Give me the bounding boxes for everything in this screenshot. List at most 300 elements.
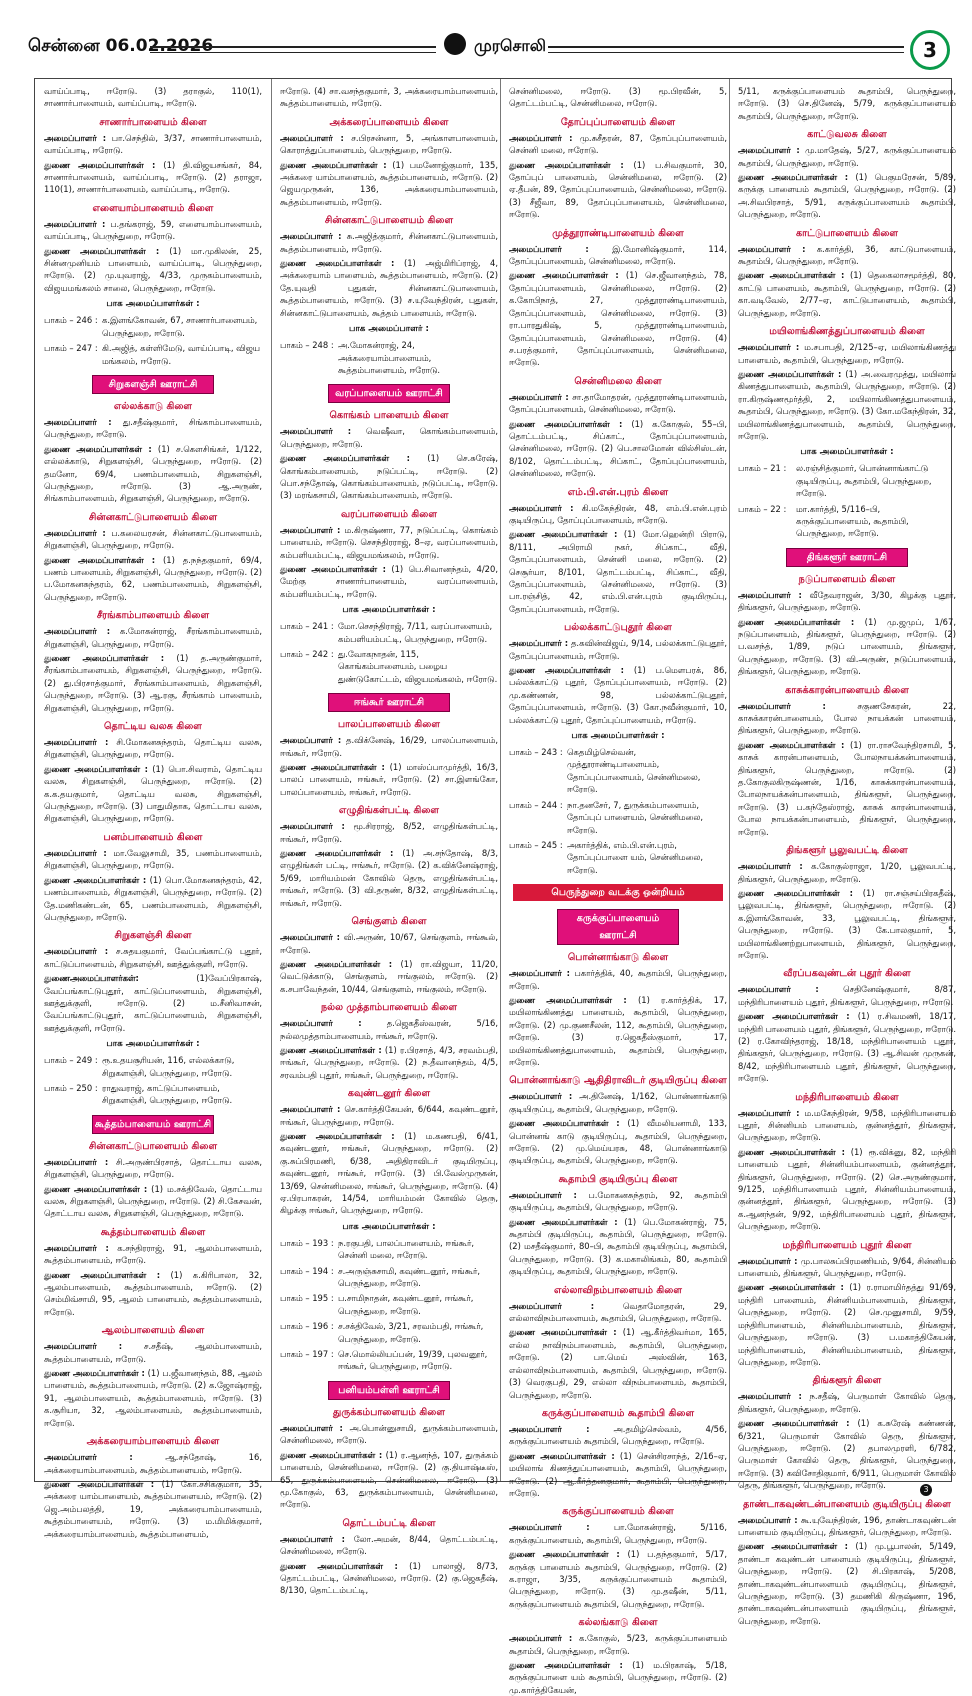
role-label: அமைப்பாளர் : (738, 1514, 798, 1525)
role-label: அமைப்பாளர் : (280, 932, 340, 943)
member-details: சு.அஜித்குமார், சின்னகாட்டுபாளையம், கூத்தம்பாளையம், ஈரோடு. (280, 231, 499, 254)
booth-organizer-text: செ.மொல்லியப்பன், 19/39, புலவனூர், ஈங்கூர், பெருந்துறை, ஈரோடு. (338, 1349, 488, 1372)
section-subheading: பாக அமைப்பாளர்கள் : (342, 605, 436, 616)
role-label: துணை அமைப்பாளர்கள் : (509, 1660, 623, 1670)
member-entry (44, 1451, 262, 1476)
column-divider (729, 79, 730, 1481)
member-entry (44, 132, 262, 157)
member-entry (280, 1017, 498, 1042)
section-subheading: பாக அமைப்பாளர்கள் : (342, 1221, 436, 1232)
member-entry (280, 820, 498, 845)
member-entry (509, 637, 727, 662)
branch-heading: நல்ல முத்தாம்பாளையம் கிளை (320, 1002, 458, 1014)
branch-heading: பனம்பாளையம் கிளை (103, 831, 203, 843)
role-label: அமைப்பாளர் : (280, 132, 344, 143)
member-entry (509, 1632, 727, 1657)
member-details: (1) ரா.சஞ்சய்பிரகதீஷ், பூலுவபட்டி, திங்களூர், பெருந்துறை, ஈரோடு. (2) க.இளங்கோவன், 33, பூலுவபட்டி, திங்களூர், பெருந்துறை, ஈரோடு. (3) கே.பாலகுமார், 5, மயிலாங்கிணற்றுபாளையம், திங்களூர், பெருந்துறை, ஈரோடு. (738, 887, 957, 960)
booth-organizer-text: து.வோகநாதன், 115, கொங்கம்பாளையம், பழைய துண்டுகோட்டம், விஜயமங்கலம், ஈரோடு. (338, 649, 498, 684)
member-details: (1)வேப்பிரகாஷ், வேப்பங்காட்டுபுதூர், காட்டுப்பாளையம், சிறுகளஞ்சி, ஊத்துக்குளி, ஈரோடு. (2) ம.சீனிவாசன், வேப்பங்காட்டுபுதூர், காட்டுப்பாளையம், சிறுகளஞ்சி, ஊத்துக்குளி, ஈரோடு. (44, 973, 262, 1033)
role-label: துணை அமைப்பாளர்கள் : (280, 762, 385, 773)
branch-heading: மந்திரிபாளையம் கிளை (795, 1091, 899, 1103)
member-details: (1) பமனோஜ்குமார், 135, அக்கரை யாம்பாளையம், கூத்தம்பாளையம், ஈரோடு. (2) ஜெயமுருகன், 136, அக்கரையாம்பாளையம், கூத்தம்பாளையம், ஈரோடு. (280, 159, 499, 207)
member-details: சி.மோகனசுந்தரம், தொட்டிய வலசு, சிறுகளஞ்சி, பெருந்துறை, ஈரோடு. (44, 737, 262, 760)
member-details: (1) ப.சிவகுமார், 30, தோப்புப் பாளையம், சென்னிமலை, ஈரோடு. (2) ஏ.தீபன், 89, தோப்புப்பாளையம், சென்னிமலை, ஈரோடு. (3) சீஜீவா, 89, தோப்புப்பாளையம், சென்னிமலை, ஈரோடு. (509, 159, 727, 220)
member-details: ந.சதீஷ், பெருமாள் கோவில் தெரு, திங்களூர், பெருந்துறை, ஈரோடு. (738, 1391, 956, 1414)
branch-heading: சாணார்பாளையம் கிளை (99, 116, 207, 128)
member-entry (738, 171, 956, 221)
issue-date: சென்னை 06.02.2026 (28, 36, 214, 56)
role-label: துணை அமைப்பாளர்கள் : (509, 1327, 617, 1338)
booth-number: பாகம் – 194 : (280, 1265, 334, 1276)
role-label: அமைப்பாளர் : (280, 426, 352, 437)
branch-heading: சின்னகாட்டுபாளையம் கிளை (88, 511, 218, 523)
booth-number: பாகம் – 247 : (44, 343, 98, 354)
role-label: துணை அமைப்பாளர்கள் : (738, 739, 845, 750)
role-label: அமைப்பாளர் : (738, 984, 819, 995)
member-details: (1) பாலாஜி, 8/73, தொட்டம்பட்டி, சென்னிமலை, ஈரோடு. (2) கு.ஜெகதீஷ், 8/130, தொட்டம்பட்டி, (280, 1560, 498, 1596)
booth-organizer-row (738, 503, 956, 540)
branch-heading: சீரங்காம்பாளையம் கிளை (96, 610, 210, 622)
booth-organizer-row (509, 839, 727, 876)
role-label: அமைப்பாளர் : (44, 626, 111, 637)
role-label: அமைப்பாளர் : (738, 145, 800, 156)
member-entry (280, 958, 498, 995)
role-label: துணை அமைப்பாளர்கள் : (44, 1183, 148, 1194)
branch-heading: திங்களூர் பூலுவபட்டி கிளை (786, 845, 908, 857)
member-entry (509, 528, 727, 615)
branch-heading: எல்லாவிநம்பாளையம் கிளை (554, 1284, 682, 1296)
role-label: அமைப்பாளர் : (509, 1633, 573, 1644)
member-entry (280, 425, 498, 450)
member-details: (1) மு.ஜமுப், 1/67, நடுப்பாளையம், திங்களூர், பெருந்துறை, ஈரோடு. (2) ப.வசந்த், 1/89, நடுப் பாளையம், திங்களூர், பெருந்துறை, ஈரோடு. (3) வி.அருண், நடுப்பாளையம், திங்களூர், பெருந்துறை, ஈரோடு. (738, 616, 957, 677)
member-entry (44, 736, 262, 761)
branch-heading: எளையாம்பாளையம் கிளை (92, 202, 214, 214)
role-label: துணை அமைப்பாளர்கள் : (509, 665, 625, 676)
member-entry (44, 1478, 262, 1540)
member-entry (738, 1390, 956, 1415)
branch-heading: கருக்குப்பாளையம் கிளை (562, 1506, 674, 1518)
member-details: ம.சபாபதி, 2/125–ஏ, மயிலாங்கிணத்து பாளையம், கூதாம்பி, பெருந்துறை, ஈரோடு. (738, 342, 956, 365)
member-entry (280, 761, 498, 798)
member-entry (280, 1533, 498, 1558)
member-entry (509, 418, 727, 480)
member-details: (1) த.நந்தகுமார், 69/4, பணம் பாளையம், சிறுகளஞ்சி, பெருந்துறை, ஈரோடு. (2) ப.மோகனசுந்தரம், 62, பணம்பாளையம், சிறுகளஞ்சி, பெருந்துறை, ஈரோடு. (44, 554, 262, 602)
booth-organizer-row (44, 1082, 262, 1107)
booth-organizer-text: ப.சாமிநாதன், கவுண்டனூர், ஈங்கூர், பெருந்துறை, ஈரோடு. (338, 1293, 474, 1316)
member-entry (280, 1560, 498, 1597)
role-label: துணை அமைப்பாளர்கள் : (44, 443, 152, 454)
member-details: ச.பிரசன்னா, 5, அங்காளபாளையம், கொராத்துப்பாளையம், பெருந்துறை, ஈரோடு. (280, 132, 498, 156)
member-entry (509, 243, 727, 268)
member-details: க.கார்த்தி, 36, காட்டுபாளையம், கூதாம்பி, பெருந்துறை, ஈரோடு. (738, 243, 956, 267)
booth-organizer-text: க.இளங்கோவன், 67, சாணார்பாளையம், பெருந்துறை, ஈரோடு. (102, 315, 258, 338)
booth-organizer-text: ச.சக்திவேல், 3/21, சரவம்பதி, ஈங்கூர், பெருந்துறை, ஈரோடு. (338, 1321, 484, 1344)
role-label: துணை அமைப்பாளர்கள் : (44, 1368, 145, 1379)
role-label: அமைப்பாளர் : (44, 946, 109, 957)
member-entry (280, 257, 498, 319)
member-entry (44, 652, 262, 714)
role-label: துணை அமைப்பாளர்கள் : (44, 159, 156, 170)
member-details: (1) அ.சந்தோஷ், 8/3, எழுதிங்கள் பட்டி, ஈங்கூர், ஈரோடு. (2) க.விக்னேஷ்ராஜ், 5/69, மாரியம்மன் கோவில் தெரு, எழுதிங்கள்பட்டி, ஈங்கூர், ஈரோடு. (3) வி.தருண், 8/32, எழுதிங்கள்பட்டி, ஈங்கூர், ஈரோடு. (280, 848, 498, 908)
member-entry (280, 931, 498, 956)
booth-organizer-row (44, 314, 262, 339)
role-label: அமைப்பாளர் : (738, 243, 806, 254)
booth-organizer-text: நா.தனசேர், 7, துருக்கம்பாளையம், தோப்புப் பாளையம், சென்னிமலை, ஈரோடு. (567, 799, 704, 835)
member-entry (738, 1146, 956, 1233)
member-entry (44, 527, 262, 552)
member-details: மா.வேலுசாமி, 35, பணம்பாளையம், சிறுகளஞ்சி, பெருந்துறை, ஈரோடு. (44, 847, 262, 871)
role-label: அமைப்பாளர் : (509, 502, 574, 513)
member-details: (1) பொ.சிவராம், தொட்டிய வலசு, சிறுகளஞ்சி, பெருந்துறை, ஈரோடு. (2) க.க.தயகுமார், தொட்டிய வலசு, சிறுகளஞ்சி, பெருந்துறை, ஈரோடு. (3) பாதுமிதாக, தொட்டாய வலசு, சிறுகளஞ்சி, பெருந்துறை, ஈரோடு. (44, 763, 262, 824)
member-entry (509, 391, 727, 416)
member-details: (1) பெ.மோகன்ராஜ், 75, கூதாம்பி குடியிருப்பு, கூதாம்பி, பெருந்துறை, ஈரோடு. (2) மசதீஷ்குமார், 80–பி, கூதாம்பி குடியிருப்பு, கூதாம்பி, பெருந்துறை, ஈரோடு. (3) க.மகாலிங்கம், 80, கூதாம்பி குடியிருப்பு, கூதாம்பி, பெருந்துறை, ஈரோடு. (509, 1216, 728, 1277)
member-details: (1) த.அருண்குமார், சீரங்காம்பாளையம், சிறுகளஞ்சி, பெருந்துறை, ஈரோடு. (2) து.பிரசாத்குமார், சீரங்காம்பாளையம், சிறுகளஞ்சி, பெருந்துறை, ஈரோடு. (3) ஆ.ரகு, சீரங்காம் பாளையம், சிறுகளஞ்சி, பெருந்துறை, ஈரோடு. (44, 653, 262, 713)
member-details: (1) ரா.விஜயா, 11/20, வெட்டுக்காடு, செங்குளம், ஈங்குலம், ஈரோடு. (2) க.சபாவேந்தன், 10/44, செங்குளம், ஈங்குலம், ஈரோடு. (280, 958, 498, 994)
role-label: அமைப்பாளர் : (738, 861, 803, 872)
member-entry (738, 1255, 956, 1280)
member-entry (509, 1090, 727, 1115)
branch-heading: கூத்தம்பாளையம் கிளை (100, 1226, 206, 1238)
member-entry (509, 159, 727, 221)
member-entry (280, 1422, 498, 1447)
booth-organizer-row (280, 1265, 498, 1290)
member-entry (509, 1423, 727, 1448)
member-details: (1) ரூ.விக்னு, 82, மந்திரி பாளையம் புதூர், சின்னியம்பாளையம், குன்னத்தூர், திங்களூர், பெருந்துறை, ஈரோடு. (2) செ.அருண்குமார், 9/125, மந்திரிபாளையம் புதூர், சின்னியம்பாளையம், குன்னத்தூர், திங்களூர், பெருந்துறை, ஈரோடு. (3) க.ஆனந்தன், 9/92, மந்திரிபாளையம் புதூர், திங்களூர், பெருந்துறை, ஈரோடு. (738, 1146, 956, 1232)
member-entry (738, 341, 956, 366)
member-details: த.விக்னேஷ், 16/29, பாலப்பாளையம், ஈங்கூர், ஈரோடு. (280, 735, 498, 758)
member-entry (509, 1659, 727, 1696)
role-label: அமைப்பாளர் : (280, 524, 341, 535)
member-details: (1) ப.ஜீவானந்தம், 88, ஆலம் பாளையம், கூத்தம்பாளையம், ஈரோடு. (2) க.ஜோஷ்ராஜ், 91, ஆலம்பாளையம், கூத்தம்பாளையம், ஈரோடு. (3) க.சூரியா, 32, ஆலம்பாளையம், கூத்தம்பாளையம், ஈரோடு. (44, 1368, 263, 1428)
branch-heading: கூதாம்பி குடியிருப்பு கிளை (558, 1173, 678, 1185)
booth-number: பாகம் – 245 : (509, 839, 563, 850)
member-entry (44, 1367, 262, 1429)
section-subheading: பாக அமைப்பாளர் : (349, 324, 429, 335)
role-label: அமைப்பாளர் : (44, 527, 106, 538)
member-entry (738, 243, 956, 268)
member-details: (1) வீமலியனாமி, 133, பொன்னங் காடு குடியிருப்பு, கூதாம்பி, பெருந்துறை, ஈரோடு. (2) மு.மெய்யரசு, 48, பொன்னாங்காடு குடியிருப்பு, கூதாம்பி, பெருந்துறை, ஈரோடு. (509, 1118, 727, 1166)
member-details: (1) ச.கௌசிங்கர், 1/122, எல்லக்காடு, சிறுகளஞ்சி, பெருந்துறை, ஈரோடு. (2) தமனோ, 69/4, பணம்பாளையம், சிறுகளஞ்சி, பெருந்துறை, ஈரோடு. (3) ஆ.அருண், சிங்காம்பாளையம், சிறுகளஞ்சி, பெருந்துறை, ஈரோடு. (44, 443, 262, 504)
branch-heading: எல்லக்காடு கிளை (113, 400, 193, 412)
member-details: (1) தி.விஜயசங்கர், 84, சாணார்பாளையம், வாய்ப்பாடி, ஈரோடு. (2) தராஜா, 110(1), சாணார்பாளையம், வாய்ப்பாடி, ஈரோடு. (44, 159, 263, 195)
branch-heading: வரப்பாளையம் கிளை (340, 508, 438, 520)
member-entry (509, 1216, 727, 1278)
role-label: துணை அமைப்பாளர்கள் : (738, 1282, 844, 1293)
role-label: துணை அமைப்பாளர்கள் : (44, 1269, 161, 1280)
panchayat-banner: கூத்தம்பாளையம் ஊராட்சி (92, 1115, 214, 1134)
article-frame (34, 78, 957, 1695)
role-label: துணை அமைப்பாளர்கள் : (280, 848, 394, 859)
panchayat-banner: வரப்பாளையம் ஊராட்சி (328, 384, 450, 403)
role-label: அமைப்பாளர் : (44, 1341, 123, 1352)
branch-heading: சென்னிமலை கிளை (574, 375, 662, 387)
member-details: அ.பொன்னுசாமி, துருக்கம்பாளையம், சென்னிமலை, ஈரோடு. (280, 1422, 498, 1446)
role-label: துணை அமைப்பாளர்கள் : (44, 245, 160, 256)
role-label: துணை அமைப்பாளர்கள் : (738, 1541, 848, 1552)
role-label: துணை அமைப்பாளர்கள் : (280, 1044, 382, 1055)
member-details: (1) ர.பிரசாத், 4/3, சரவம்பதி, ஈங்கூர், பெருந்துறை, ஈரோடு. (2) ந.தீவானந்தம், 4/5, சரவம்பதி புதூர், ஈங்கூர், பெருந்துறை, ஈரோடு. (280, 1044, 498, 1080)
member-entry (509, 1189, 727, 1214)
member-entry (509, 994, 727, 1068)
member-entry (44, 874, 262, 924)
booth-organizer-text: மா.கார்த்தி, 5/116–பி, கருக்குப்பாளையம், கூதாம்பி, பெருந்துறை, ஈரோடு. (796, 503, 909, 539)
member-details: (1) சென்சிரசாந்த், 2/16–ஏ, மயிலாங் கிணத்துப்பாளையம், கூதாம்பி, பெருந்துறை, ஈரோடு. (2) ஆ.கீர்த்தனகுமார், கூதாம்பி, பெருந்துறை, ஈரோடு. (509, 1450, 727, 1498)
member-entry (509, 85, 727, 110)
union-banner: பெருந்துறை வடக்கு ஒன்றியம் (513, 884, 723, 901)
member-details: அ.தினேஷ், 1/162, பொன்னாங்காடு குடியிருப்பு, கூதாம்பி, பெருந்துறை, ஈரோடு. (509, 1091, 727, 1114)
role-label: துணை அமைப்பாளர்கள் : (280, 563, 386, 574)
role-label: துணை அமைப்பாளர்கள் : (509, 1216, 618, 1227)
member-details: (1) ஆ.கீர்த்திவர்மா, 165, எல்ல நாவிநம்பாளையம், கூதாம்பி, பெருந்துறை, ஈரோடு. (2) பா.மெய் அஸ்வின், 163, எல்லாவிநம்பாளையம், கூதாம்பி, பெருந்துறை, ஈரோடு. (3) வெரகுபதி, 29, எல்லா விநம்பாளையம், கூதாம்பி, பெருந்துறை, ஈரோடு. (509, 1327, 728, 1400)
member-entry (280, 734, 498, 759)
booth-number: பாகம் – 244 : (509, 799, 563, 810)
member-details: (1) மா.முகிலன், 25, சின்னமுனியம் பாளையம், வாய்ப்பாடி, பெருந்துறை, ஈரோடு. (2) மு.யுவராஜ், 4/33, முருகம்பாளையம், விஜயமங்கலம் சாலை, பெருந்துறை, ஈரோடு. (44, 245, 262, 293)
member-details: கூ.யுவேந்திரன், 196, தாண்டாகவுண்டன் பாளையம் குடியிருப்பு, திங்களூர், பெருந்துறை, ஈரோடு. (738, 1514, 956, 1537)
member-details: லோ.அமன், 8/44, தொட்டம்பட்டி, சென்னிமலை, ஈரோடு. (280, 1533, 498, 1557)
member-entry (509, 1521, 727, 1546)
role-label: துணை அமைப்பாளர்கள் : (44, 1478, 155, 1489)
member-entry (44, 1269, 262, 1319)
member-entry (44, 1340, 262, 1365)
section-subheading: பாக அமைப்பாளர்கள் : (106, 1039, 200, 1050)
member-entry (44, 245, 262, 295)
member-entry (738, 616, 956, 678)
member-details: (1) ப.மௌபரக், 86, பல்லக்காட்டு புதூர், தோப்புப்பாளையம், ஈரோடு. (2) மு.கண்ணன், 98, பல்லக்காட்டுபுதூர், தோப்புப்பாளையம், ஈரோடு. (3) கோ.நவீன்குமார், 10, பல்லக்காட்டு புதூர், தோப்புப்பாளையம், ஈரோடு. (509, 665, 728, 725)
booth-organizer-row (280, 1237, 498, 1262)
member-details: (1) க.கிரிபாலா, 32, ஆலம்பாளையம், கூத்தம்பாளையம், ஈரோடு. (2) செம்மிவ்சாமி, 95, ஆலம் பாளையம், கூத்தம்பாளையம், ஈரோடு. (44, 1269, 262, 1317)
member-details: க.கோகுல், 5/23, கருக்குப்பாளையம் கூதாம்பி, பெருந்துறை, ஈரோடு. (509, 1633, 727, 1656)
branch-heading: கொங்கம் பாளையம் கிளை (329, 410, 449, 422)
member-details: (1) ம.சக்திவேல், தொட்டாய வலசு, சிறுகளஞ்சி, பெருந்துறை, ஈரோடு. (2) சி.கேசவன், தொட்டாய வலசு, சிறுகளஞ்சி, பெருந்துறை, ஈரோடு. (44, 1183, 262, 1219)
member-entry (738, 887, 956, 961)
booth-organizer-text: கெதமிழ்செல்வன், முத்தூராண்டிபாளையம், தோப்புப்பாளையம், சென்னிமலை, ஈரோடு. (567, 747, 701, 795)
member-entry (44, 625, 262, 650)
panchayat-banner: திங்களூர் ஊராட்சி (786, 548, 908, 567)
member-entry (738, 1010, 956, 1084)
member-entry (280, 524, 498, 561)
paper-name: முரசொலி (474, 36, 546, 55)
branch-heading: பொன்னாங்காடு கிளை (567, 952, 669, 964)
member-details: மு.சுசீதரன், 87, தோப்புப்பாளையம், சென்னி மலை, ஈரோடு. (509, 132, 727, 156)
role-label: துணைஅமைப்பாளர்கள்: (44, 973, 139, 984)
member-details: வாய்ப்பாடி, ஈரோடு. (3) தராகுல், 110(1), சாணார்பாளையம், வாய்ப்பாடி, ஈரோடு. (44, 86, 262, 109)
booth-organizer-text: மோ.செசந்திராஜ், 7/11, வரப்பாளையம், கம்பளியம்பட்டி, பெருந்துறை, ஈரோடு. (338, 621, 493, 644)
branch-heading: காட்டுபாளையம் கிளை (795, 227, 899, 239)
role-label: துணை அமைப்பாளர்கள் : (280, 453, 410, 464)
member-entry (44, 554, 262, 604)
role-label: துணை அமைப்பாளர்கள் : (738, 1146, 845, 1157)
member-details: த.கவின்விஜய், 9/14, பல்லக்காட்டுபுதூர், தோப்புப்பாளையம், ஈரோடு. (509, 638, 727, 661)
member-entry (738, 589, 956, 614)
role-label: அமைப்பாளர் : (509, 968, 570, 979)
member-details: (1) மோ.ஹென்றி பிராடு, 8/111, அபிராமி நகர், சிப்காட், வீதி, தோப்புப்பாளையம், சென்னி மலை, ஈரோடு. (2) செசூர்யா, 8/101, தொட்டம்பட்டி, சிப்காட், வீதி, தோப்புப்பாளையம், சென்னிமலை, ஈரோடு. (3) பா.ரஞ்சித், 42, எம்.பி.என்.புரம் குடியிருப்பு, தோப்புப்பாளையம், ஈரோடு. (509, 529, 727, 614)
role-label: துணை அமைப்பாளர்கள் : (738, 1418, 850, 1429)
member-details: பா.செந்தில், 3/37, சாணார்பாளையம், வாய்ப்பாடி, ஈரோடு. (44, 132, 262, 156)
booth-organizer-row (738, 462, 956, 499)
role-label: துணை அமைப்பாளர்கள் : (280, 1130, 395, 1141)
member-details: மு.மாதேஷ், 5/27, கருக்குப்பாளையம் கூதாம்பி, பெருந்துறை, ஈரோடு. (738, 145, 956, 168)
member-entry (738, 860, 956, 885)
section-subheading: பாக அமைப்பாளர்கள் : (106, 299, 200, 310)
booth-number: பாகம் – 196 : (280, 1321, 334, 1332)
member-details: க.மோகன்ராஜ், சீரங்காம்பாளையம், சிறுகளஞ்சி, பெருந்துறை, ஈரோடு. (44, 626, 262, 649)
role-label: அமைப்பாளர் : (280, 1018, 362, 1029)
branch-heading: பல்லக்காட்டுபுதூர் கிளை (564, 622, 672, 634)
member-entry (44, 1156, 262, 1181)
member-entry (280, 159, 498, 209)
branch-heading: சின்னகாட்டுபாளையம் கிளை (324, 215, 454, 227)
member-details: (1) பெ.சிவானந்தம், 4/20, மேற்கு சாணார்பாளையம், வரப்பாளையம், கம்பளியம்பட்டி, ஈரோடு. (280, 563, 499, 599)
member-details: வீதேவராஜன், 3/30, கிழக்கு புதூர், திங்களூர், பெருந்துறை, ஈரோடு. (738, 589, 956, 613)
member-details: (1) மு.பூபாலன், 5/149, தாண்டா கவுண்டன் பாளையம் குடியிருப்பு, திங்களூர், பெருந்துறை, ஈரோடு. (2) சி.பிரகாஷ், 5/208, தாண்டாகவுண்டன்பாளையம் குடியிருப்பு, திங்களூர், பெருந்துறை, ஈரோடு. (3) தமணிகி கிருஷ்ணா, 196, தாண்டாகவுண்டன்பாளையம் குடியிருப்பு, திங்களூர், பெருந்துறை, ஈரோடு. (738, 1541, 957, 1626)
branch-heading: மயிலாங்கிணத்துப்பாளையம் கிளை (769, 326, 925, 338)
member-entry (44, 1183, 262, 1220)
role-label: அமைப்பாளர் : (280, 821, 345, 832)
branch-heading: நடுப்பாளையம் கிளை (798, 573, 896, 585)
branch-heading: திங்களூர் கிளை (812, 1375, 882, 1387)
member-details: (1) பொ.மோகனசுந்தரம், 42, பணம்பாளையம், சிறுகளஞ்சி, பெருந்துறை, ஈரோடு. (2) தே.மணிகண்டன், 65, பணம்பாளையம், சிறுகளஞ்சி, பெருந்துறை, ஈரோடு. (44, 874, 262, 922)
member-entry (280, 1449, 498, 1511)
member-details: ப.மோகனசுந்தரம், 92, கூதாம்பி குடியிருப்பு, கூதாம்பி, பெருந்துறை, ஈரோடு. (509, 1189, 727, 1213)
footer-page-number: 3 (920, 1484, 932, 1496)
member-entry (509, 1450, 727, 1500)
member-entry (509, 1326, 727, 1400)
booth-number: பாகம் – 197 : (280, 1349, 334, 1360)
booth-number: பாகம் – 21 : (738, 463, 787, 474)
role-label: துணை அமைப்பாளர்கள் : (280, 1449, 383, 1460)
booth-organizer-text: அ.மோகன்ராஜ், 24, அக்கரையாம்பாளையம், கூத்தம்பாளையம், ஈரோடு. (338, 340, 441, 375)
member-entry (280, 132, 498, 157)
booth-organizer-text: ராதுவராஜ், காட்டுப்பாளையம், சிறுகளஞ்சி, பெருந்துறை, ஈரோடு. (102, 1082, 233, 1106)
booth-number: பாகம் – 242 : (280, 649, 334, 659)
booth-organizer-row (280, 620, 498, 645)
booth-number: பாகம் – 195 : (280, 1293, 334, 1304)
member-details: ப.தங்கராஜ், 59, எளையாம்பாளையம், வாய்ப்பாடி, பெருந்துறை, ஈரோடு. (44, 218, 262, 242)
role-label: துணை அமைப்பாளர்கள் : (509, 1450, 615, 1461)
member-details: து.சதீஷ்குமார், சிங்காம்பாளையம், பெருந்துறை, ஈரோடு. (44, 416, 263, 440)
booth-organizer-row (44, 342, 262, 367)
member-entry (738, 700, 956, 737)
role-label: அமைப்பாளர் : (280, 231, 342, 242)
section-subheading: பாக அமைப்பாளர்கள் : (800, 447, 894, 458)
member-details: சி.அருண்பிரசாத், தொட்டாய வலசு, சிறுகளஞ்சி, பெருந்துறை, ஈரோடு. (44, 1156, 263, 1180)
masthead-rule-right (548, 46, 904, 53)
role-label: துணை அமைப்பாளர்கள் : (509, 994, 627, 1005)
branch-heading: எழுதிங்கள்பட்டி கிளை (338, 805, 440, 817)
role-label: அமைப்பாளர் : (280, 1104, 341, 1115)
member-entry (44, 218, 262, 243)
role-label: துணை அமைப்பாளர்கள் : (509, 418, 623, 429)
branch-heading: பொன்னாங்காடு ஆதிதிராவிடர் குடியிருப்பு கிளை (509, 1075, 727, 1087)
booth-number: பாகம் – 250 : (44, 1082, 98, 1093)
role-label: அமைப்பாளர் : (44, 416, 112, 427)
member-entry (509, 1117, 727, 1167)
role-label: அமைப்பாளர் : (280, 735, 342, 746)
role-label: அமைப்பாளர் : (738, 1255, 798, 1266)
member-details: பா.மோகன்ராஜ், 5/116, கருக்குப்பாளையம், கூதாம்பி, பெருந்துறை, ஈரோடு. (509, 1522, 727, 1545)
member-details: (1) ர.ஆனந்த், 107, துருக்கம் பாளையம், சென்னிமலை, ஈரோடு. (2) கு.தியாஷ்டீஸ், 65, துருக்கம்பாளையம், சென்னிமலை, ஈரோடு. (3) மூ.கோகுல், 63, துருக்கம்பாளையம், சென்னிமலை, ஈரோடு. (280, 1449, 499, 1510)
role-label: துணை அமைப்பாளர்கள் : (280, 958, 393, 969)
member-entry (44, 1242, 262, 1267)
member-details: (1) மாஸ்ப்பாமுர்த்தி, 16/3, பாலப் பாளையம், ஈங்கூர், ஈரோடு. (2) சா.இளங்கோ, பாலப்பாளையம், ஈங்கூர், ஈரோடு. (280, 762, 499, 797)
member-details: இ.மோனிஷ்குமார், 114, தோப்புப்பாளையம், சென்னிமலை, ஈரோடு. (509, 243, 728, 267)
role-label: அமைப்பாளர் : (280, 1422, 343, 1433)
booth-number: பாகம் – 249 : (44, 1055, 98, 1066)
member-details: (1) அஜ்மிரிப்ராஜ், 4, அக்கரையாம் பாளையம், கூத்தம்பாளையம், ஈரோடு. (2) தே.யுவதி புதுகள், சின்னகாட்டுபாளையம், கூத்தம்பாளையம், ஈரோடு. (3) ச.யுவேந்திரன், புதுகள், சின்னகாட்டுபாளையம், கூத்தம் பாளையம், ஈரோடு. (280, 258, 499, 318)
role-label: அமைப்பாளர் : (44, 1242, 109, 1253)
member-details: செ.கார்த்திகேயன், 6/644, கவுண்டனூர், ஈங்கூர், பெருந்துறை, ஈரோடு. (280, 1104, 498, 1127)
role-label: அமைப்பாளர் : (738, 342, 800, 353)
role-label: துணை அமைப்பாளர்கள் : (280, 159, 387, 170)
member-entry (738, 1281, 956, 1368)
murasoli-logo-icon (444, 33, 466, 55)
member-entry (44, 159, 262, 196)
branch-heading: வீரப்பகவுண்டன் புதூர் கிளை (783, 968, 911, 980)
branch-heading: கல்லங்காடு கிளை (578, 1617, 658, 1629)
booth-organizer-text: ல.ரஞ்சித்குமார், பொன்னாங்காட்டு குடியிருப்பு, கூதாம்பி, பெருந்துறை, ஈரோடு. (796, 463, 932, 499)
role-label: அமைப்பாளர் : (509, 1522, 590, 1533)
role-label: அமைப்பாளர் : (44, 1156, 109, 1167)
member-entry (280, 1130, 498, 1217)
booth-organizer-text: ந.ரகுபதி, பாலப்பாளையம், ஈங்கூர், சென்னி மலை, ஈரோடு. (338, 1237, 474, 1261)
member-entry (44, 443, 262, 505)
member-entry (738, 368, 956, 442)
branch-heading: தோப்புப்பாளையம் கிளை (560, 116, 676, 128)
member-entry (280, 1044, 498, 1081)
role-label: அமைப்பாளர் : (509, 1300, 595, 1311)
column-divider (500, 79, 501, 1481)
member-entry (738, 1417, 956, 1491)
member-details: ஈரோடு. (4) சா.வசந்தகுமார், 3, அக்கரையாம்பாளையம், கூத்தம்பாளையம், ஈரோடு. (280, 86, 498, 109)
member-entry (44, 972, 262, 1034)
member-details: (1) கோ.சசிக்குமார், 35, அக்கரை யாம்பாளையம், கூத்தம்பாளையம், ஈரோடு. (2) ஜெ.அம்பலத்தி, 19, அக்கரையாம்பாளையம், கூத்தம்பாளையம், ஈரோடு. (3) ம.மிமிக்குமார், அக்கரையாம்பாளையம், கூத்தம்பாளையம், (44, 1478, 263, 1539)
role-label: துணை அமைப்பாளர்கள் : (280, 258, 395, 269)
member-details: வெதாமோதரன், 29, எல்லாவிநம்பாளையம், கூதாம்பி, பெருந்துறை, ஈரோடு. (509, 1300, 727, 1324)
branch-heading: எம்.பி.என்.புரம் கிளை (567, 486, 669, 498)
member-details: ச.சதீஷ், ஆலம்பாளையம், கூத்தம்பாளையம், ஈரோடு. (44, 1341, 263, 1364)
member-details: வி.அருண், 10/67, செங்குளம், ஈங்கூல், ஈரோடு. (280, 932, 498, 955)
role-label: அமைப்பாளர் : (509, 1091, 573, 1102)
booth-organizer-row (44, 1054, 262, 1079)
member-details: அ.தமிழ்செல்வம், 4/56, கருக்குப்பாளையம் கூதாம்பி, பெருந்துறை, ஈரோடு. (509, 1423, 727, 1447)
role-label: துணை அமைப்பாளர்கள் : (738, 172, 849, 183)
booth-number: பாகம் – 241 : (280, 621, 334, 632)
role-label: அமைப்பாளர் : (509, 391, 569, 402)
role-label: துணை அமைப்பாளர்கள் : (738, 270, 845, 281)
member-entry (738, 1514, 956, 1539)
role-label: துணை அமைப்பாளர்கள் : (738, 616, 855, 627)
member-entry (738, 85, 956, 122)
member-details: க.கோகுல்ராஜா, 1/20, பூலுவபட்டி, திங்களூர், பெருந்துறை, ஈரோடு. (738, 861, 957, 884)
member-details: (1) தெகைலாசமூர்த்தி, 80, காட்டு பாளையம், கூதாம்பி, பெருந்துறை, ஈரோடு. (2) கா.வடிவேல், 2/77–ஏ, காட்டுபாளையம், கூதாம்பி, பெருந்துறை, ஈரோடு. (738, 270, 957, 318)
member-details: (1) ர.சிவமணி, 18/17, மந்திரி பாளையம் புதூர், திங்களூர், பெருந்துறை, ஈரோடு. (2) ர.கோவிந்தராஜ், 18/18, மந்திரிபாளையம் புதூர், திங்களூர், பெருந்துறை, ஈரோடு. (3) ஆ.சிவன் முருகன், 8/42, மந்திரிபாளையம் புதூர், திங்களூர், பெருந்துறை, ஈரோடு. (738, 1011, 956, 1084)
member-entry (509, 664, 727, 726)
member-details: மு.பாலசுப்பிரமணியம், 9/64, சின்னியம் பாளையம், திங்களூர், பெருந்துறை, ஈரோடு. (738, 1255, 956, 1279)
member-entry (44, 416, 262, 441)
booth-number: பாகம் – 193 : (280, 1237, 334, 1248)
panchayat-banner: சிறுகளஞ்சி ஊராட்சி (92, 375, 214, 394)
role-label: அமைப்பாளர் : (44, 218, 106, 229)
role-label: துணை அமைப்பாளர்கள் : (44, 554, 156, 565)
booth-organizer-text: ச.அருஞ்சுசாமி, கவுண்டனூர், ஈங்கூர், பெருந்துறை, ஈரோடு. (338, 1265, 481, 1289)
branch-heading: மந்திரிபாளையம் புதூர் கிளை (782, 1239, 912, 1251)
member-entry (280, 452, 498, 502)
member-details: (1) செ.சுரேஷ், கொங்கம்பாளையம், நடுப்பட்டி, ஈரோடு. (2) பொ.சந்தோஷ், கொங்கம்பாளையம், நடுப்பட்டி, ஈரோடு. (3) மரங்கசாமி, கொங்கம்பாளையம், ஈரோடு. (280, 453, 498, 501)
member-entry (44, 85, 262, 110)
member-details: (1) அ.வைரமுத்து, மயிலாங் கிணத்துபாளையம், கூதாம்பி, பெருந்துறை, ஈரோடு. (2) ரா.கிருஷ்ணமூர்த்தி, 2, மயிலாங்கிணத்துபாளையம், கூதாம்பி, பெருந்துறை, ஈரோடு. (3) கோ.மகேந்திரன், 32, மயிலாங்கிணத்துபாளையம், கூதாம்பி, பெருந்துறை, ஈரோடு. (738, 368, 956, 441)
booth-organizer-row (280, 339, 498, 376)
member-details: (1) க.கோகுல், 55–பி, தொட்டம்பட்டி, சிப்காட், தோப்புப்பாளையம், சென்னிமலை, ஈரோடு. (2) பெ.சாலமோன் வில்சிஸ்டன், 8/102, தொட்டம்பட்டி, சிப்காட், தோப்புப்பாளையம், சென்னிமலை, ஈரோடு. (509, 418, 727, 479)
